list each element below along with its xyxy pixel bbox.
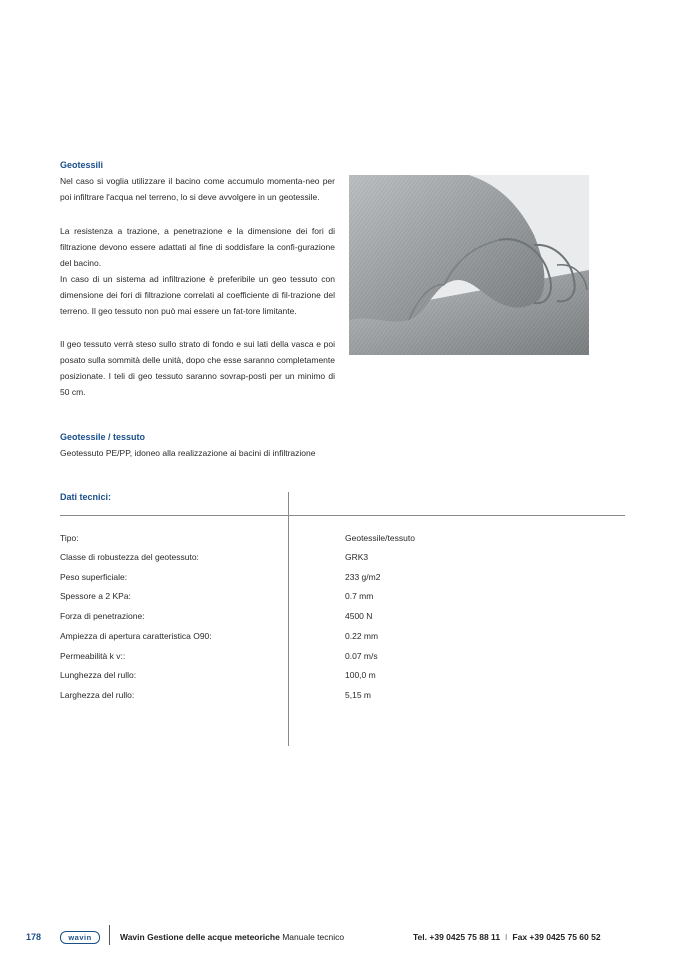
- footer-title-bold: Wavin Gestione delle acque meteoriche: [120, 932, 280, 942]
- geotextile-photo: [349, 175, 589, 355]
- footer-fax: Fax +39 0425 75 60 52: [512, 932, 601, 942]
- row-value: GRK3: [345, 552, 369, 562]
- row-label: Permeabilità k v::: [60, 651, 126, 661]
- geotessili-paragraph-1: Nel caso si voglia utilizzare il bacino come accumulo momenta-neo per poi infiltrare l'acqua nel terreno, lo si deve avvolgere in un geotessile.: [60, 176, 335, 202]
- row-value: 0.07 m/s: [345, 651, 378, 661]
- footer-separator: [109, 925, 110, 945]
- row-label: Ampiezza di apertura caratteristica O90:: [60, 631, 212, 641]
- footer-title: [120, 930, 344, 944]
- geotessili-paragraph-3: In caso di un sistema ad infiltrazione è preferibile un geo tessuto con dimensione dei fori di filtrazione correlati al coefficiente di fil-trazione del terreno. Il geo tessuto non può mai essere un fat-tore limitante.: [60, 274, 335, 316]
- row-label: Peso superficiale:: [60, 572, 128, 582]
- row-value: 100,0 m: [345, 670, 376, 680]
- technical-data-heading: Dati tecnici:: [60, 492, 112, 502]
- row-label: Spessore a 2 KPa:: [60, 591, 131, 601]
- table-row: [60, 628, 560, 644]
- tessuto-description: Geotessuto PE/PP, idoneo alla realizzazione ai bacini di infiltrazione: [60, 448, 316, 458]
- row-label: Lunghezza del rullo:: [60, 670, 137, 680]
- footer-contact-separator: I: [505, 932, 508, 942]
- row-label: Tipo:: [60, 533, 79, 543]
- row-value: 4500 N: [345, 611, 373, 621]
- row-value: 5,15 m: [345, 690, 371, 700]
- row-value: 233 g/m2: [345, 572, 381, 582]
- geotessili-paragraph-4: Il geo tessuto verrà steso sullo strato di fondo e sui lati della vasca e poi posato sulla sommità delle unità, dopo che esse saranno completamente posizionate. I teli di geo tessuto saranno sovrap-posti per un minimo di 50 cm.: [60, 339, 335, 397]
- table-row: [60, 648, 560, 664]
- row-label: Forza di penetrazione:: [60, 611, 145, 621]
- table-row: [60, 569, 560, 585]
- table-row: [60, 530, 560, 546]
- table-row: [60, 667, 560, 683]
- table-divider-horizontal: [60, 515, 625, 516]
- geotessili-paragraph-2: La resistenza a trazione, a penetrazione e la dimensione dei fori di filtrazione devono essere adattati al fine di soddisfare la confi-gurazione del bacino.: [60, 226, 335, 268]
- table-row: [60, 608, 560, 624]
- footer-tel: Tel. +39 0425 75 88 11: [413, 932, 501, 942]
- page-number: 178: [26, 932, 42, 942]
- row-value: 0.7 mm: [345, 591, 374, 601]
- row-label: Classe di robustezza del geotessuto:: [60, 552, 199, 562]
- footer-title-regular: Manuale tecnico: [282, 932, 345, 942]
- table-row: [60, 549, 560, 565]
- geotextile-fabric-photo-icon: [349, 175, 589, 355]
- footer-contact: [413, 930, 601, 944]
- wavin-logo-icon: wavin: [60, 931, 100, 944]
- geotessili-heading: Geotessili: [60, 160, 104, 170]
- row-value: 0.22 mm: [345, 631, 379, 641]
- table-row: [60, 687, 560, 703]
- row-label: Larghezza del rullo:: [60, 690, 135, 700]
- tessuto-heading: Geotessile / tessuto: [60, 432, 146, 442]
- row-value: Geotessile/tessuto: [345, 533, 415, 543]
- table-row: [60, 588, 560, 604]
